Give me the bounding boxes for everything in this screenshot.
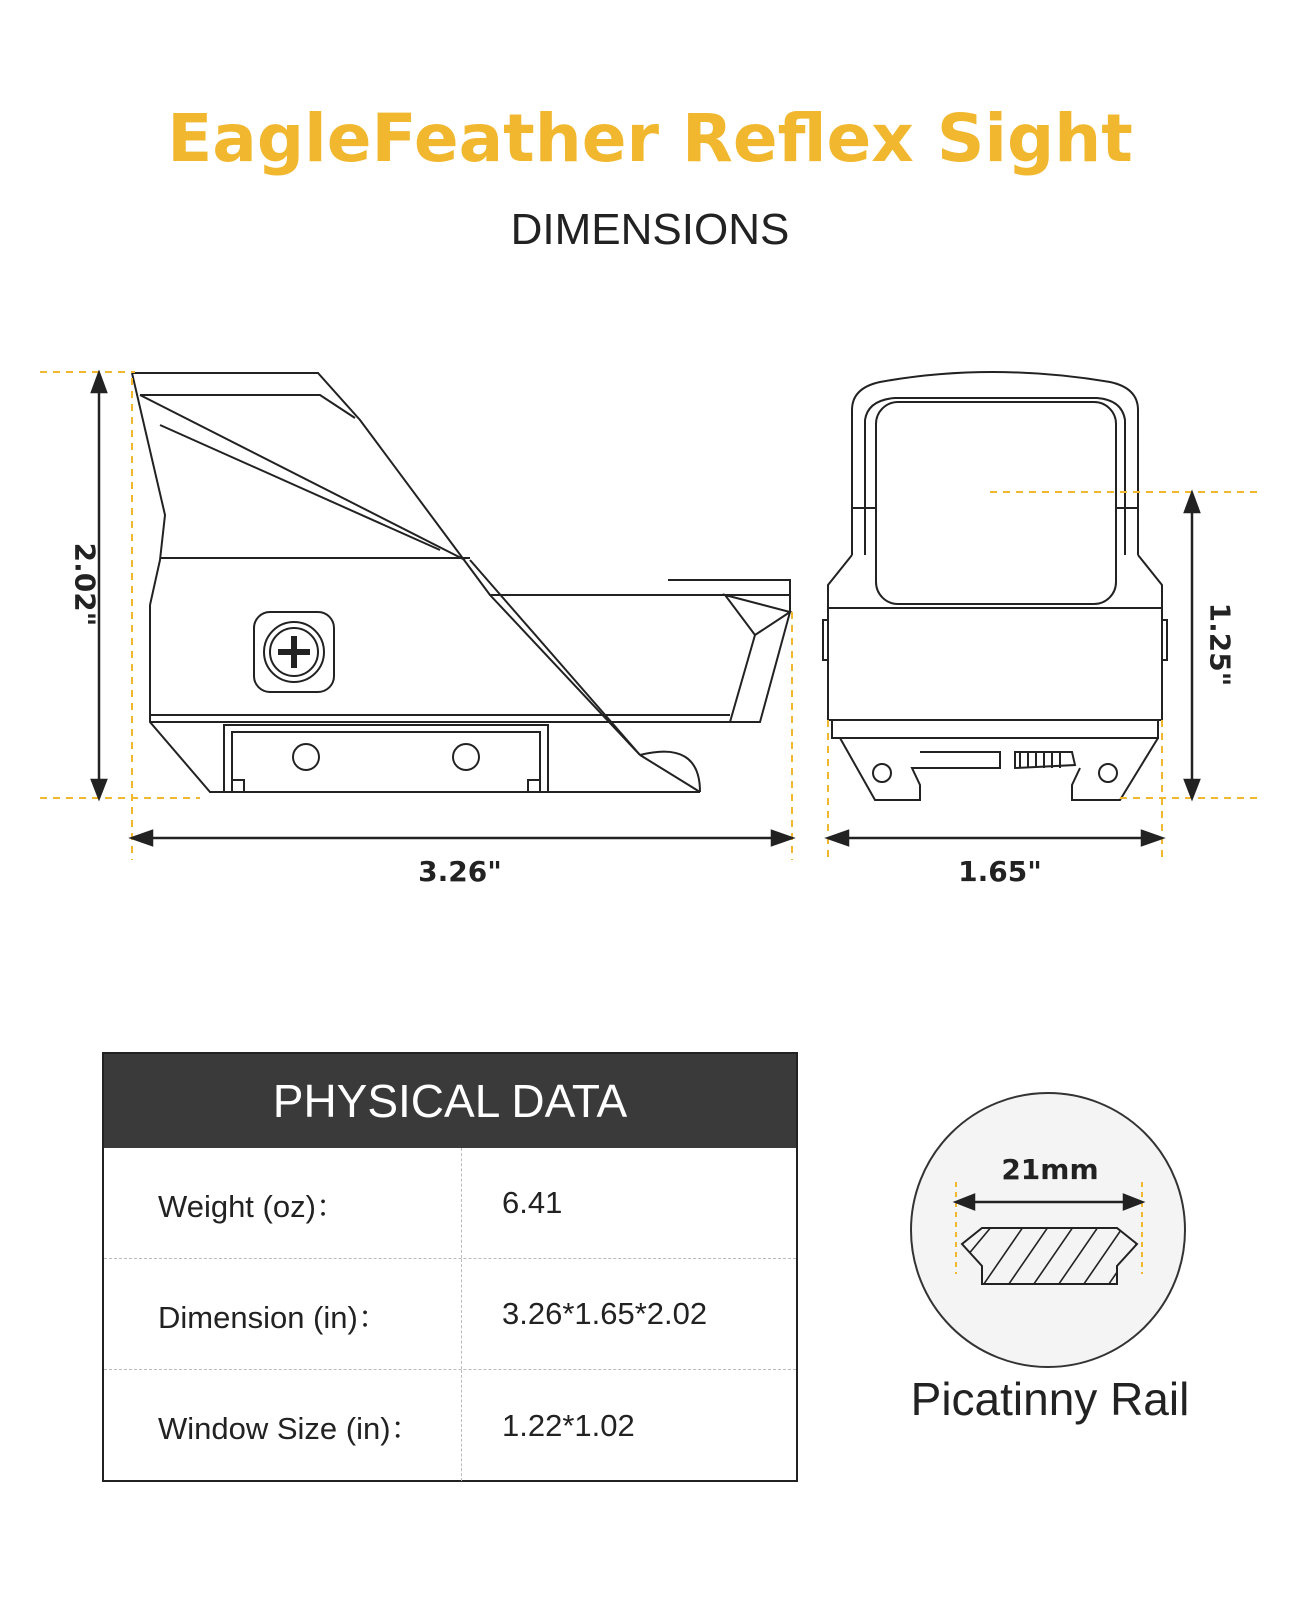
rail-caption: Picatinny Rail bbox=[910, 1373, 1190, 1425]
table-heading: PHYSICAL DATA bbox=[104, 1054, 796, 1148]
physical-data-table bbox=[102, 1052, 798, 1482]
length-dimension-label: 3.26" bbox=[418, 855, 502, 888]
row-label: Dimension (in)： bbox=[104, 1259, 462, 1369]
table-row bbox=[104, 1259, 796, 1370]
page-subtitle: DIMENSIONS bbox=[510, 205, 790, 254]
side-view-drawing bbox=[132, 373, 790, 792]
table-row bbox=[104, 1370, 796, 1481]
table-row bbox=[104, 1148, 796, 1259]
row-value: 3.26*1.65*2.02 bbox=[502, 1296, 708, 1331]
page-title: EagleFeather Reflex Sight bbox=[167, 100, 1133, 177]
front-view-drawing bbox=[823, 372, 1167, 800]
rail-profile-circle bbox=[910, 1092, 1186, 1368]
row-label: Weight (oz)： bbox=[104, 1148, 462, 1258]
rail-profile-icon bbox=[912, 1094, 1184, 1366]
row-value: 6.41 bbox=[502, 1185, 563, 1220]
row-value: 1.22*1.02 bbox=[502, 1407, 635, 1443]
width-dimension-label: 1.65" bbox=[958, 855, 1042, 888]
height-dimension-label: 2.02" bbox=[68, 542, 102, 627]
rail-width-label: 21mm bbox=[1001, 1153, 1099, 1186]
window-height-dimension-label: 1.25" bbox=[1203, 602, 1237, 687]
row-label: Window Size (in)： bbox=[104, 1370, 462, 1481]
